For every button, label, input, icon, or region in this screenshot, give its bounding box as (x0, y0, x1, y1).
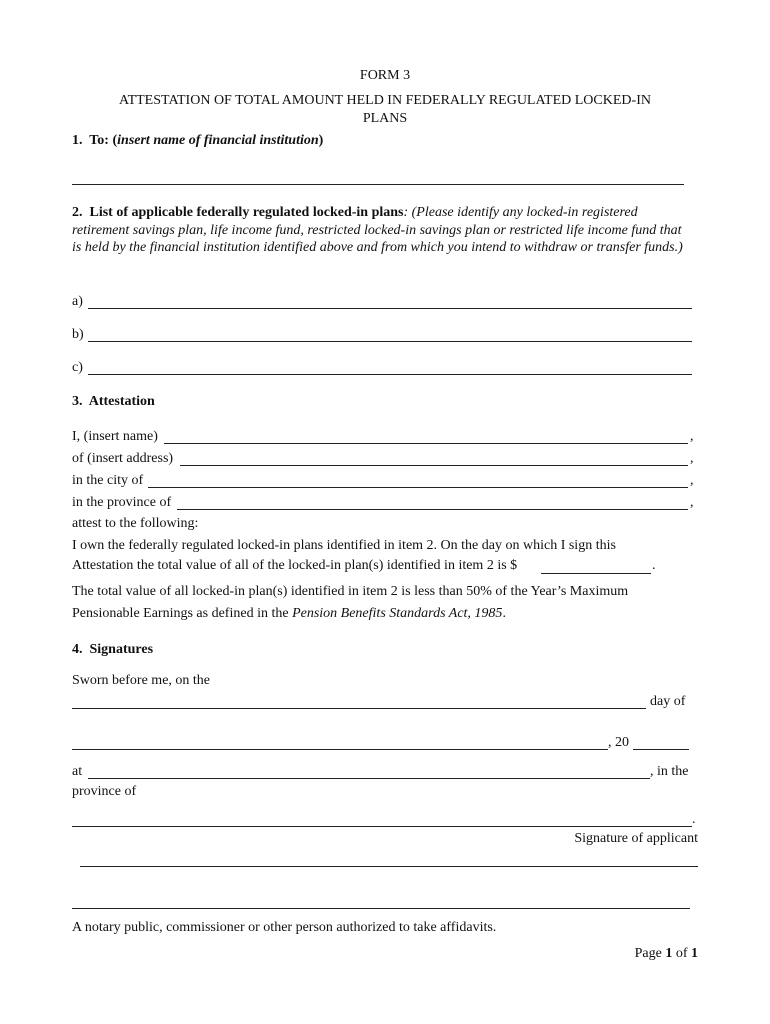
sworn-label: Sworn before me, on the (72, 673, 211, 688)
name-suffix: , (690, 429, 694, 444)
page-number (635, 946, 698, 962)
plan-item-field-a[interactable] (88, 308, 692, 309)
province-period: . (692, 812, 696, 827)
notary-signature-field[interactable] (72, 908, 690, 909)
section-4-title: Signatures (89, 642, 154, 657)
name-field[interactable] (164, 443, 688, 444)
section-4-heading (72, 642, 153, 658)
province-of-label: province of (72, 784, 137, 799)
address-suffix: , (690, 451, 694, 466)
mpe-suffix: . (502, 606, 506, 621)
total-value-suffix: . (652, 558, 656, 573)
applicant-signature-field[interactable] (80, 866, 698, 867)
section-4-number: 4. (72, 642, 83, 657)
sworn-location-field[interactable] (88, 778, 650, 779)
total-value-field[interactable] (541, 573, 651, 574)
sworn-month-field[interactable] (72, 749, 608, 750)
plan-item-label-c: c) (72, 360, 83, 375)
notary-label: A notary public, commissioner or other person authorized to take affidavits. (72, 920, 497, 935)
sworn-day-field[interactable] (72, 708, 646, 709)
section-3-heading (72, 394, 155, 410)
year-prefix: , 20 (608, 735, 629, 750)
form-number: FORM 3 (359, 68, 411, 83)
section-1-number: 1. (72, 133, 83, 148)
section-1-label-close: ) (318, 133, 324, 148)
attest-line: attest to the following: (72, 516, 199, 531)
sworn-year-field[interactable] (633, 749, 689, 750)
form-title-line-1: ATTESTATION OF TOTAL AMOUNT HELD IN FEDERALLY REGULATED LOCKED-IN (119, 93, 651, 108)
section-3-number: 3. (72, 394, 83, 409)
sworn-province-field[interactable] (72, 826, 692, 827)
address-field[interactable] (180, 465, 688, 466)
page-of: of (672, 946, 691, 961)
section-2-heading (72, 204, 690, 257)
section-2-title: List of applicable federally regulated locked-in plans (89, 205, 404, 220)
city-suffix: , (690, 473, 694, 488)
day-of-label: day of (650, 694, 686, 709)
form-title-line-2: PLANS (362, 111, 408, 126)
province-suffix: , (690, 495, 694, 510)
city-label: in the city of (72, 473, 144, 488)
section-1-heading (72, 133, 323, 149)
page-current: 1 (665, 946, 673, 961)
mpe-prefix: Pensionable Earnings as defined in the (72, 606, 293, 621)
section-2-instruction: : (Please identify any locked-in registered retirement savings plan, life income fund, restricted locked-in savings plan or restricted life income fund that is held by the financial institution identified above and from which you intend to withdraw or transfer funds.) (72, 205, 683, 255)
ownership-statement: I own the federally regulated locked-in plans identified in item 2. On the day on which I sign this (72, 538, 616, 553)
plan-item-label-a: a) (72, 294, 83, 309)
signature-of-applicant-label: Signature of applicant (574, 831, 698, 846)
address-label: of (insert address) (72, 451, 174, 466)
plan-item-field-b[interactable] (88, 341, 692, 342)
name-label: I, (insert name) (72, 429, 158, 444)
at-label: at (72, 764, 83, 779)
section-2-number: 2. (72, 205, 83, 220)
total-value-label: Attestation the total value of all of the locked-in plan(s) identified in item 2 is $ (72, 558, 518, 573)
city-field[interactable] (148, 487, 688, 488)
page-total: 1 (691, 946, 698, 961)
province-field[interactable] (177, 509, 688, 510)
institution-name-field[interactable] (72, 184, 684, 185)
province-label: in the province of (72, 495, 172, 510)
pension-act-name: Pension Benefits Standards Act, 1985 (292, 606, 503, 621)
section-3-title: Attestation (88, 394, 155, 409)
section-1-label: To: ( (89, 133, 118, 148)
in-the-label: , in the (650, 764, 689, 779)
section-1-label-italic: insert name of financial institution (117, 133, 319, 148)
plan-item-label-b: b) (72, 327, 84, 342)
mpe-statement-line-2 (72, 606, 506, 622)
mpe-statement-line-1: The total value of all locked-in plan(s) identified in item 2 is less than 50% of the Year’s Maximum (72, 584, 629, 599)
page-prefix: Page (634, 946, 666, 961)
plan-item-field-c[interactable] (88, 374, 692, 375)
